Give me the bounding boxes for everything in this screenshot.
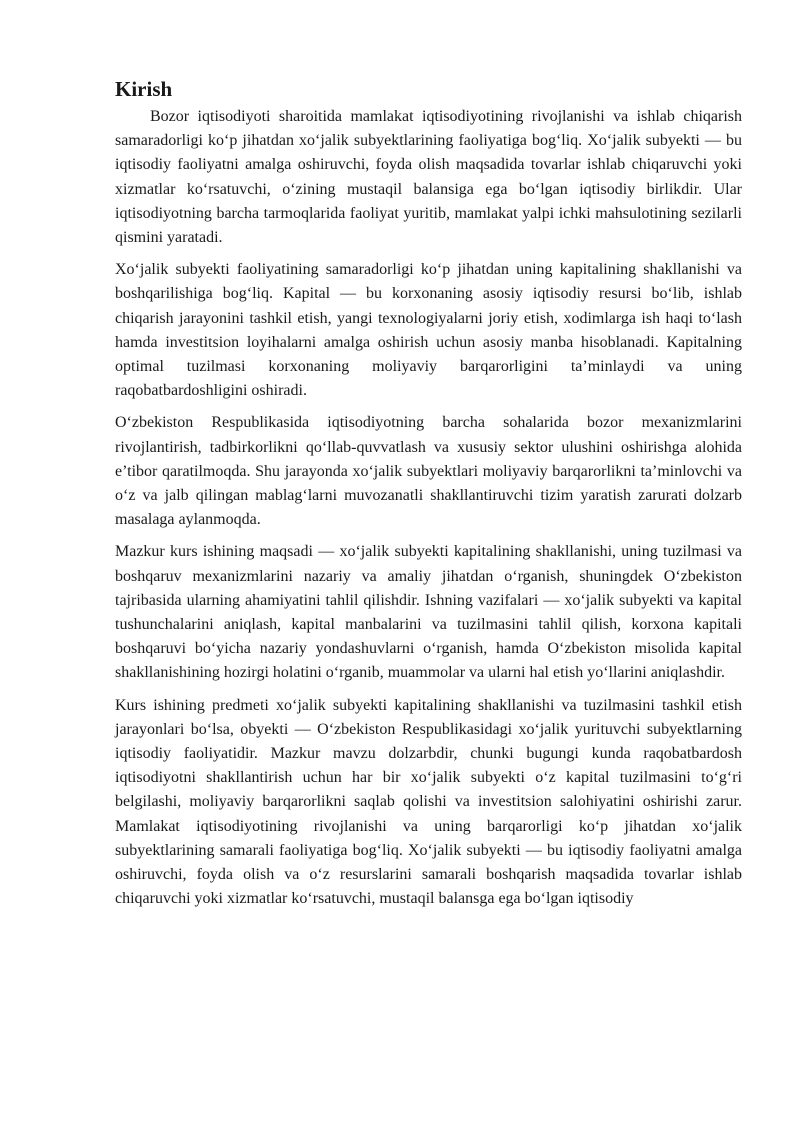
paragraph-1: Bozor iqtisodiyoti sharoitida mamlakat iqtisodiyotining rivojlanishi va ishlab chiqarish samaradorligi ko‘p jihatdan xo‘jalik subyektlarining faoliyatiga bog‘liq. Xo‘jalik subyekti — bu iqtisodiy faoliyatni amalga oshiruvchi, foyda olish maqsadida tovarlar ishlab chiqaruvchi yoki xizmatlar ko‘rsatuvchi, o‘zining mustaqil balansiga ega bo‘lgan iqtisodiy birlikdir. Ular iqtisodiyotning barcha tarmoqlarida faoliyat yuritib, mamlakat yalpi ichki mahsulotining sezilarli qismini yaratadi. <box>115 108 742 247</box>
paragraph-2: Xo‘jalik subyekti faoliyatining samaradorligi ko‘p jihatdan uning kapitalining shakllanishi va boshqarilishiga bog‘liq. Kapital — bu korxonaning asosiy iqtisodiy resursi bo‘lib, ishlab chiqarish jarayonini tashkil etish, yangi texnologiyalarni joriy etish, xodimlarga ish haqi to‘lash hamda investitsion loyihalarni amalga oshirish uchun asosiy manba hisoblanadi. Kapitalning optimal tuzilmasi korxonaning moliyaviy barqarorligini ta’minlaydi va uning raqobatbardoshligini oshiradi. <box>115 261 742 400</box>
document-page <box>115 76 742 920</box>
paragraph-5: Kurs ishining predmeti xo‘jalik subyekti kapitalining shakllanishi va tuzilmasini tashkil etish jarayonlari bo‘lsa, obyekti — O‘zbekiston Respublikasidagi xo‘jalik yurituvchi subyektlarning iqtisodiy faoliyatidir. Mazkur mavzu dolzarbdir, chunki bugungi kunda raqobatbardosh iqtisodiyotni shakllantirish uchun har bir xo‘jalik subyekti o‘z kapital tuzilmasini to‘g‘ri belgilashi, moliyaviy barqarorlikni saqlab qolishi va investitsion salohiyatini oshirishi zarur. Mamlakat iqtisodiyotining rivojlanishi va uning barqarorligi ko‘p jihatdan xo‘jalik subyektlarining samarali faoliyatiga bog‘liq. Xo‘jalik subyekti — bu iqtisodiy faoliyatni amalga oshiruvchi, foyda olish va o‘z resurslarini samarali boshqarish maqsadida tovarlar ishlab chiqaruvchi yoki xizmatlar ko‘rsatuvchi, mustaqil balansga ega bo‘lgan iqtisodiy <box>115 696 742 908</box>
paragraph-4: Mazkur kurs ishining maqsadi — xo‘jalik subyekti kapitalining shakllanishi, uning tuzilmasi va boshqaruv mexanizmlarini nazariy va amaliy jihatdan o‘rganish, shuningdek O‘zbekiston tajribasida ularning ahamiyatini tahlil qilishdir. Ishning vazifalari — xo‘jalik subyekti va kapital tushunchalarini aniqlash, kapital manbalarini va tuzilmasini tahlil qilish, korxona kapitali boshqaruvi bo‘yicha nazariy yondashuvlarni o‘rganish, hamda O‘zbekiston misolida kapital shakllanishining hozirgi holatini o‘rganib, muammolar va ularni hal etish yo‘llarini aniqlashdir. <box>115 543 742 682</box>
paragraph-3: O‘zbekiston Respublikasida iqtisodiyotning barcha sohalarida bozor mexanizmlarini rivojlantirish, tadbirkorlikni qo‘llab-quvvatlash va xususiy sektor ulushini oshirishga alohida e’tibor qaratilmoqda. Shu jarayonda xo‘jalik subyektlari moliyaviy barqarorlikni ta’minlovchi va o‘z va jalb qilingan mablag‘larni muvozanatli shakllantiruvchi tizim yaratish zarurati dolzarb masalaga aylanmoqda. <box>115 414 742 529</box>
section-title: Kirish <box>115 77 173 101</box>
